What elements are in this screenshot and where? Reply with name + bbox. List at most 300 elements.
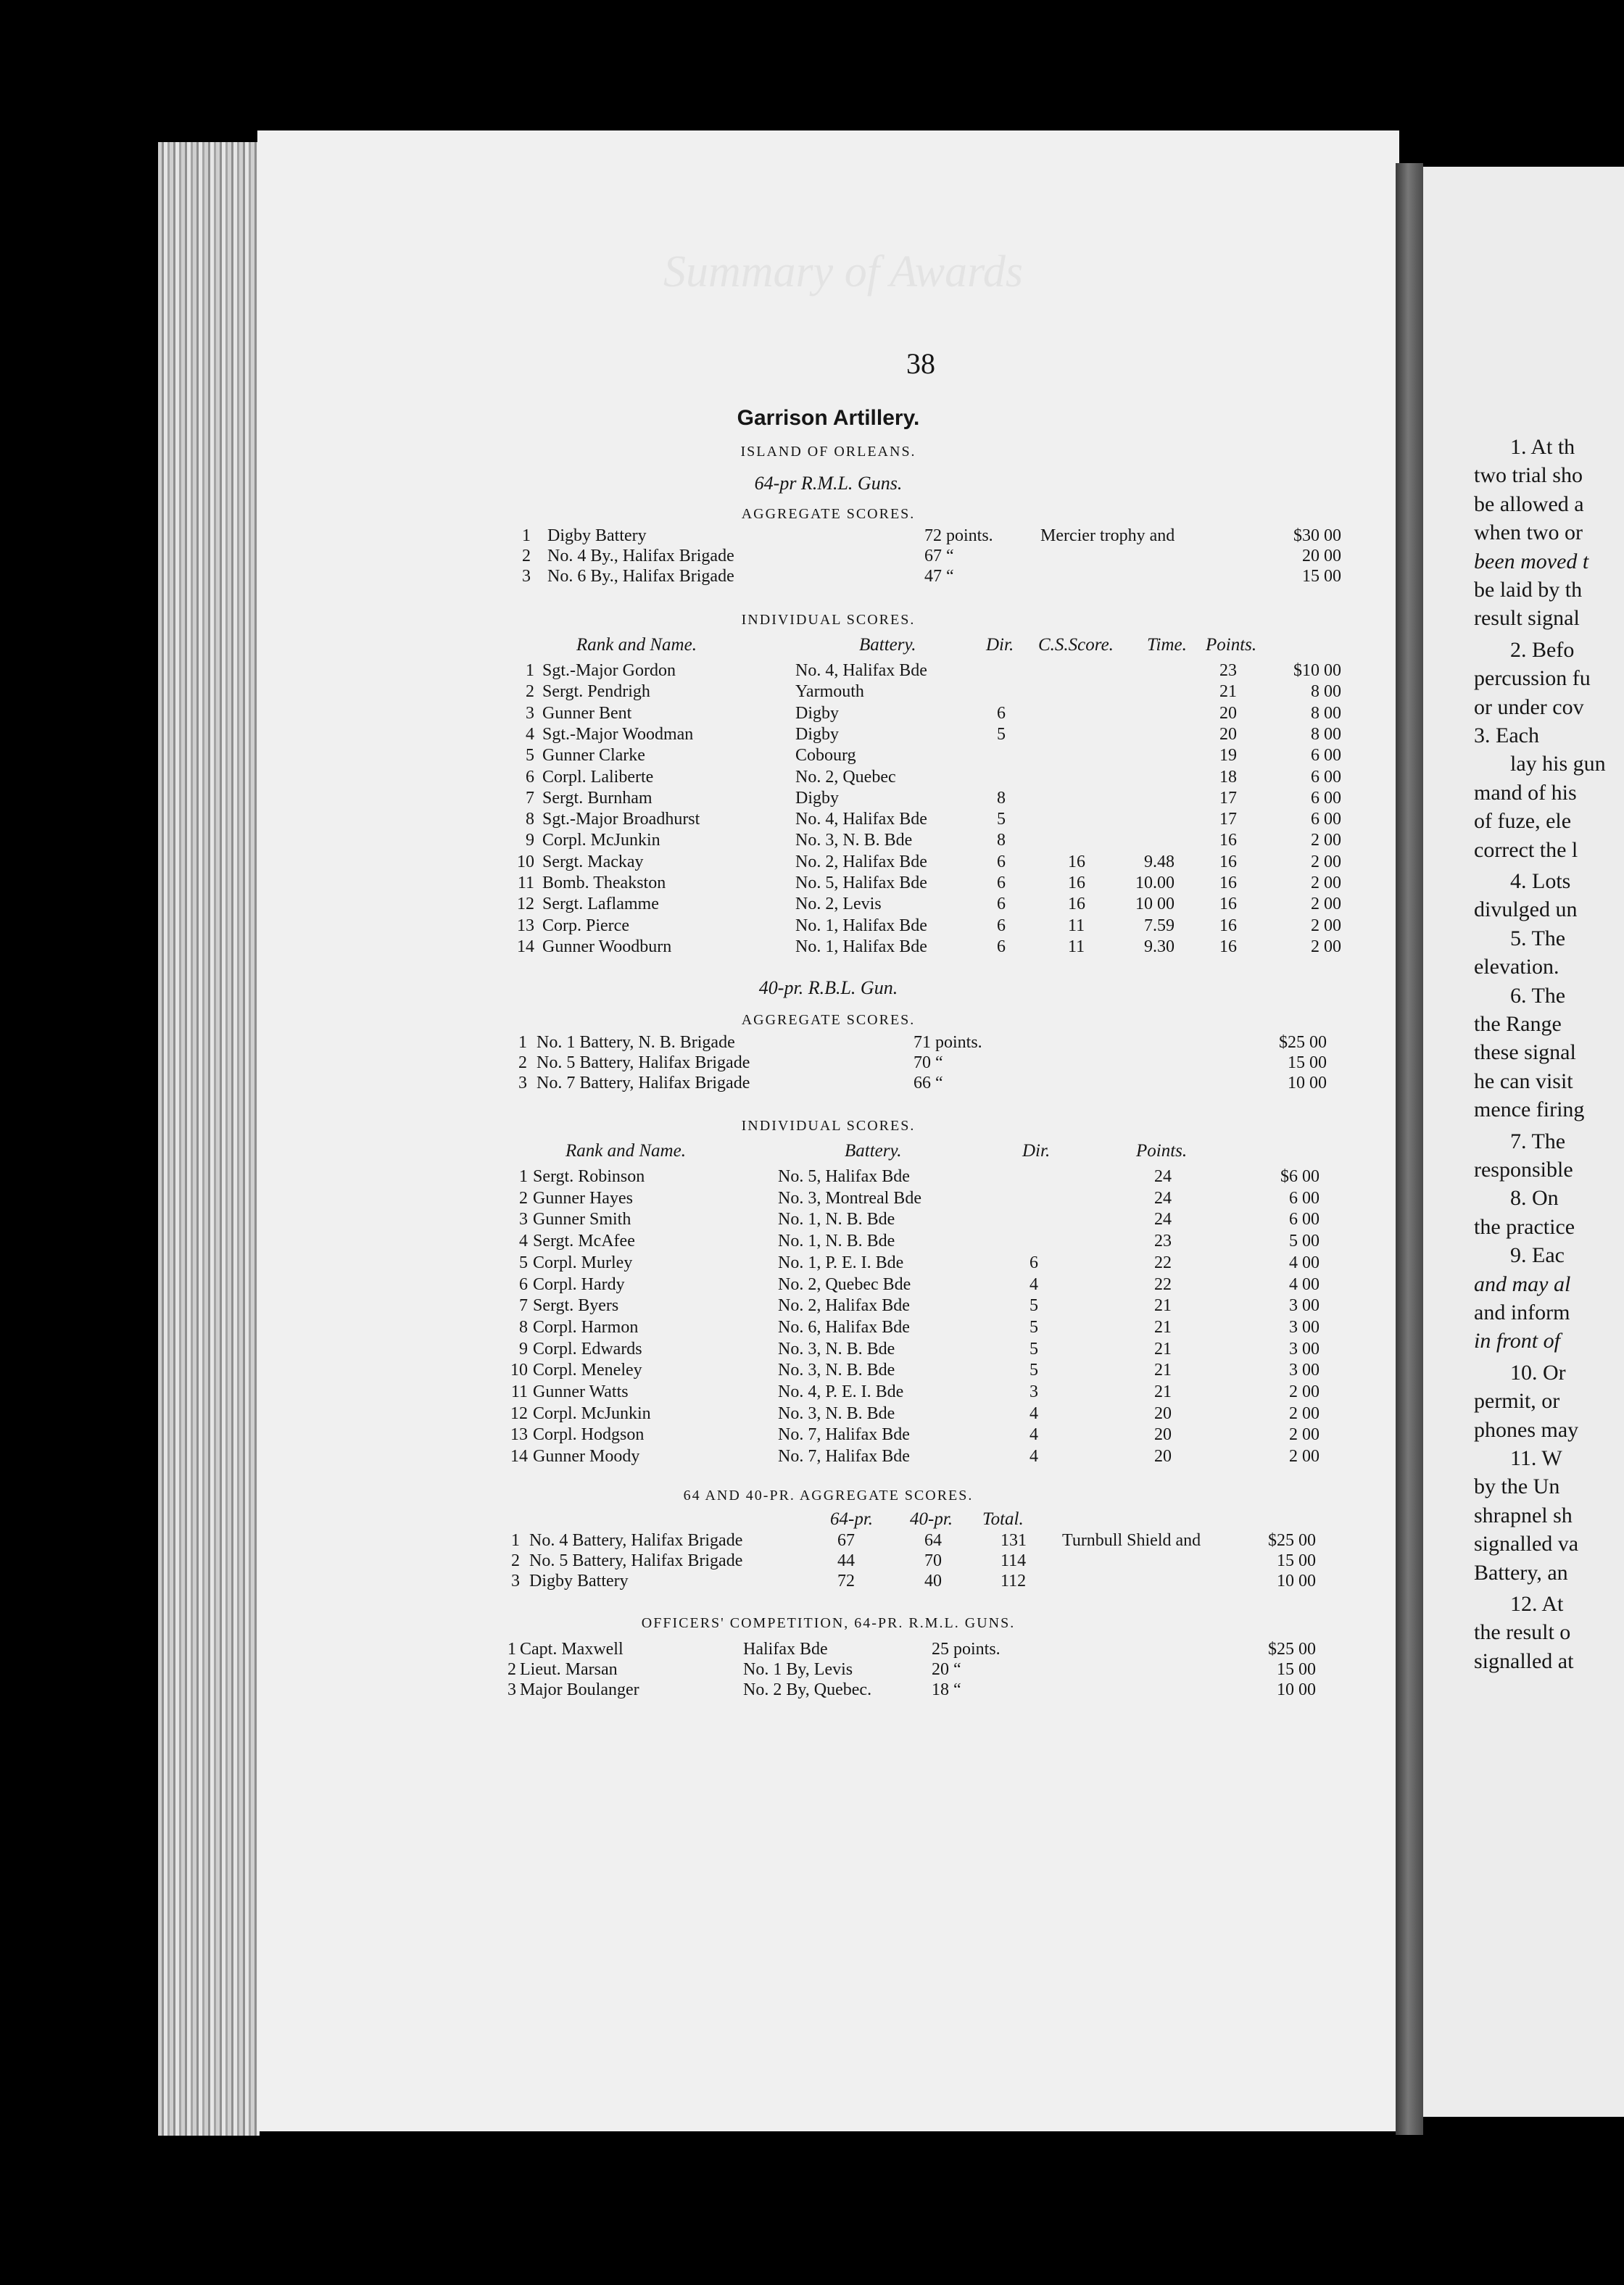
row-number: 6	[526, 767, 534, 787]
facing-page-line: responsible	[1474, 1158, 1573, 1182]
competitor-name: Gunner Smith	[533, 1210, 631, 1229]
score-total: 114	[1000, 1551, 1027, 1570]
competitor-name: Corpl. Laliberte	[542, 767, 654, 787]
competitor-name: Sergt. Byers	[533, 1296, 619, 1316]
prize-amount: 10 00	[1288, 1074, 1327, 1092]
competitor-name: Corpl. Harmon	[533, 1317, 639, 1337]
row-number: 3	[508, 1680, 516, 1699]
battery-name: No. 4 By., Halifax Brigade	[547, 547, 734, 565]
prize-amount: 6 00	[1311, 767, 1341, 787]
prize-amount: 2 00	[1311, 916, 1341, 935]
row-number: 3	[511, 1572, 520, 1591]
battery: No. 2 By, Quebec.	[743, 1680, 872, 1699]
facing-page-line: the result o	[1474, 1620, 1571, 1645]
row-number: 14	[510, 1447, 528, 1467]
row-number: 11	[517, 874, 534, 892]
prize-amount: 6 00	[1311, 788, 1341, 808]
facing-page-line: percussion fu	[1474, 666, 1591, 691]
prize-amount: 8 00	[1311, 682, 1341, 702]
battery: Digby	[795, 703, 839, 723]
dir-score: 6	[997, 852, 1006, 871]
row-number: 2	[511, 1551, 520, 1570]
aggregate-points: 71 points.	[914, 1033, 982, 1052]
prize-amount: 6 00	[1289, 1210, 1320, 1229]
battery: No. 3, N. B. Bde	[778, 1403, 895, 1423]
prize-amount: $25 00	[1268, 1640, 1316, 1659]
prize-amount: 4 00	[1289, 1253, 1320, 1272]
points: 18	[1219, 767, 1237, 787]
score-64: 67	[837, 1531, 855, 1550]
facing-page-line: 6. The	[1510, 983, 1566, 1008]
cs-score: 11	[1068, 916, 1085, 935]
cs-score: 16	[1068, 874, 1085, 892]
row-number: 7	[519, 1296, 528, 1316]
facing-page-line: permit, or	[1474, 1389, 1560, 1414]
facing-page-line: shrapnel sh	[1474, 1503, 1573, 1527]
prize-amount: 6 00	[1289, 1188, 1320, 1208]
row-number: 12	[510, 1403, 528, 1423]
row-number: 8	[526, 810, 534, 829]
competitor-name: Sergt. Robinson	[533, 1167, 645, 1186]
competitor-name: Sgt.-Major Gordon	[542, 661, 676, 680]
battery: No. 2, Halifax Bde	[778, 1296, 910, 1316]
competitor-name: Sgt.-Major Broadhurst	[542, 810, 700, 829]
prize-amount: $25 00	[1279, 1033, 1327, 1052]
competitor-name: Corp. Pierce	[542, 916, 629, 935]
officers-heading: OFFICERS' COMPETITION, 64-PR. R.M.L. GUNS.	[641, 1615, 1016, 1631]
prize-amount: 15 00	[1277, 1660, 1316, 1679]
points: 16	[1219, 874, 1237, 892]
col-rank-name: Rank and Name.	[576, 635, 697, 655]
aggregate-heading-40: AGGREGATE SCORES.	[741, 1012, 916, 1028]
row-number: 2	[508, 1660, 516, 1679]
facing-page-line: by the Un	[1474, 1475, 1560, 1499]
row-number: 1	[522, 526, 531, 545]
col-40pr: 40-pr.	[910, 1509, 953, 1529]
points: 16	[1219, 937, 1237, 956]
points: 21	[1154, 1382, 1172, 1401]
battery: No. 2, Halifax Bde	[795, 852, 927, 871]
dir-score: 5	[1030, 1339, 1038, 1359]
dir-score: 5	[997, 810, 1006, 829]
battery: No. 2, Quebec Bde	[778, 1274, 911, 1294]
competitor-name: Sergt. Mackay	[542, 852, 644, 871]
row-number: 2	[518, 1053, 527, 1072]
facing-page-line: 1. At th	[1510, 435, 1575, 459]
col-dir: Dir.	[1022, 1141, 1051, 1161]
battery: No. 4, Halifax Bde	[795, 661, 927, 680]
battery: Digby	[795, 788, 839, 808]
time: 10.00	[1135, 874, 1174, 892]
dir-score: 6	[997, 703, 1006, 723]
battery-name: Digby Battery	[547, 526, 647, 545]
battery: No. 4, Halifax Bde	[795, 810, 927, 829]
col-time: Time.	[1147, 635, 1187, 655]
dir-score: 4	[1030, 1274, 1038, 1294]
points: 20	[1219, 703, 1237, 723]
prize-amount: $25 00	[1268, 1531, 1316, 1550]
row-number: 3	[518, 1074, 527, 1092]
points: 23	[1219, 661, 1237, 680]
facing-page-line: 4. Lots	[1510, 869, 1571, 893]
cs-score: 16	[1068, 895, 1085, 914]
score-40: 64	[924, 1531, 942, 1550]
prize-amount: 6 00	[1311, 810, 1341, 829]
battery: No. 2, Quebec	[795, 767, 896, 787]
points: 21	[1154, 1296, 1172, 1316]
battery: No. 1, N. B. Bde	[778, 1232, 895, 1251]
trophy-label: Turnbull Shield and	[1062, 1531, 1201, 1550]
prize-amount: 3 00	[1289, 1317, 1320, 1337]
col-battery: Battery.	[859, 635, 916, 655]
row-number: 13	[517, 916, 534, 935]
facing-page-line: divulged un	[1474, 897, 1578, 922]
subtitle-location: ISLAND OF ORLEANS.	[740, 444, 916, 460]
battery: No. 3, N. B. Bde	[778, 1361, 895, 1380]
prize-amount: 6 00	[1311, 746, 1341, 766]
facing-page-line: of fuze, ele	[1474, 809, 1572, 834]
facing-page-line: lay his gun	[1510, 752, 1606, 776]
aggregate-points: 72 points.	[924, 526, 993, 545]
page-title: Garrison Artillery.	[737, 406, 920, 430]
facing-page-line: Battery, an	[1474, 1560, 1568, 1585]
col-cs-score: C.S.Score.	[1038, 635, 1114, 655]
battery: No. 5, Halifax Bde	[778, 1167, 910, 1186]
prize-amount: 5 00	[1289, 1232, 1320, 1251]
facing-page-line: 11. W	[1510, 1446, 1562, 1470]
aggregate-points: 66 “	[914, 1074, 943, 1092]
facing-page-line: correct the l	[1474, 837, 1578, 862]
points: 20	[1154, 1425, 1172, 1445]
competitor-name: Gunner Hayes	[533, 1188, 633, 1208]
facing-page-line: mence firing	[1474, 1098, 1585, 1122]
prize-amount: 8 00	[1311, 724, 1341, 744]
facing-page-line: and inform	[1474, 1301, 1570, 1324]
battery-name: No. 5 Battery, Halifax Brigade	[536, 1053, 750, 1072]
battery: No. 7, Halifax Bde	[778, 1447, 910, 1467]
officer-name: Lieut. Marsan	[520, 1660, 618, 1679]
prize-amount: 10 00	[1277, 1680, 1316, 1699]
book-spine	[1396, 163, 1423, 2135]
score-total: 112	[1000, 1572, 1027, 1591]
row-number: 4	[519, 1232, 528, 1251]
combined-heading: 64 AND 40-PR. AGGREGATE SCORES.	[683, 1488, 974, 1504]
points: 24	[1154, 1167, 1172, 1186]
prize-amount: 2 00	[1289, 1403, 1320, 1423]
row-number: 1	[508, 1640, 516, 1659]
battery: No. 1, Halifax Bde	[795, 937, 927, 956]
facing-page-line: the Range	[1474, 1012, 1562, 1036]
battery-name: Digby Battery	[529, 1572, 629, 1591]
points: 20	[1154, 1403, 1172, 1423]
competitor-name: Sergt. Burnham	[542, 788, 652, 808]
competitor-name: Gunner Moody	[533, 1447, 640, 1467]
prize-amount: 15 00	[1277, 1551, 1316, 1570]
facing-page-line: 7. The	[1510, 1129, 1566, 1153]
prize-amount: 3 00	[1289, 1339, 1320, 1359]
col-points: Points.	[1136, 1141, 1188, 1161]
col-dir: Dir.	[986, 635, 1014, 655]
book-page	[257, 130, 1399, 2131]
prize-amount: 2 00	[1311, 852, 1341, 871]
cs-score: 16	[1068, 852, 1085, 871]
aggregate-points: 25 points.	[932, 1640, 1000, 1659]
facing-page-line: signalled va	[1474, 1532, 1579, 1556]
row-number: 11	[510, 1382, 528, 1401]
points: 22	[1154, 1274, 1172, 1294]
prize-amount: 15 00	[1302, 567, 1341, 586]
battery-name: No. 7 Battery, Halifax Brigade	[536, 1074, 750, 1092]
facing-page-line: 8. On	[1510, 1186, 1559, 1211]
time: 7.59	[1144, 916, 1174, 935]
row-number: 5	[519, 1253, 528, 1272]
gun-heading-64: 64-pr R.M.L. Guns.	[754, 473, 903, 494]
row-number: 13	[510, 1425, 528, 1445]
competitor-name: Corpl. Edwards	[533, 1339, 642, 1359]
competitor-name: Bomb. Theakston	[542, 874, 666, 892]
bleed-through-text: Summary of Awards	[663, 247, 1024, 296]
prize-amount: 20 00	[1302, 547, 1341, 565]
score-64: 44	[837, 1551, 855, 1570]
score-40: 40	[924, 1572, 942, 1591]
row-number: 1	[518, 1033, 527, 1052]
prize-amount: 3 00	[1289, 1361, 1320, 1380]
competitor-name: Gunner Watts	[533, 1382, 629, 1401]
row-number: 1	[519, 1167, 528, 1186]
facing-page-line: 3. Each	[1474, 723, 1539, 747]
battery-name: No. 5 Battery, Halifax Brigade	[529, 1551, 743, 1570]
dir-score: 5	[1030, 1296, 1038, 1316]
points: 19	[1219, 746, 1237, 766]
prize-amount: 2 00	[1311, 831, 1341, 850]
gun-heading-40: 40-pr. R.B.L. Gun.	[758, 977, 898, 998]
competitor-name: Corpl. McJunkin	[542, 831, 660, 850]
prize-amount: 4 00	[1289, 1274, 1320, 1294]
row-number: 10	[510, 1361, 528, 1380]
battery: No. 4, P. E. I. Bde	[778, 1382, 904, 1401]
aggregate-points: 18 “	[932, 1680, 961, 1699]
row-number: 9	[519, 1339, 528, 1359]
facing-page-line: these signal	[1474, 1040, 1576, 1065]
time: 10 00	[1135, 895, 1174, 914]
competitor-name: Corpl. McJunkin	[533, 1403, 651, 1423]
facing-page-line: and may al	[1474, 1272, 1571, 1296]
facing-page-line: he can visit	[1474, 1069, 1573, 1093]
aggregate-points: 70 “	[914, 1053, 943, 1072]
prize-amount: 15 00	[1288, 1053, 1327, 1072]
battery: No. 6, Halifax Bde	[778, 1317, 910, 1337]
row-number: 1	[511, 1531, 520, 1550]
row-number: 2	[522, 547, 531, 565]
prize-amount: 2 00	[1289, 1425, 1320, 1445]
col-points: Points.	[1206, 635, 1257, 655]
facing-page-line: phones may	[1474, 1417, 1579, 1442]
facing-page-line: be laid by th	[1474, 578, 1583, 602]
dir-score: 8	[997, 831, 1006, 850]
time: 9.30	[1144, 937, 1174, 956]
dir-score: 8	[997, 788, 1006, 808]
points: 21	[1154, 1361, 1172, 1380]
row-number: 3	[526, 703, 534, 723]
facing-page-line: 12. At	[1510, 1592, 1564, 1616]
points: 23	[1154, 1232, 1172, 1251]
battery: No. 3, N. B. Bde	[778, 1339, 895, 1359]
dir-score: 5	[1030, 1361, 1038, 1380]
battery-name: No. 1 Battery, N. B. Brigade	[536, 1033, 735, 1052]
prize-amount: $30 00	[1293, 526, 1341, 545]
battery: No. 3, N. B. Bde	[795, 831, 913, 850]
competitor-name: Corpl. Hardy	[533, 1274, 625, 1294]
battery: No. 1 By, Levis	[743, 1660, 853, 1679]
battery: No. 7, Halifax Bde	[778, 1425, 910, 1445]
prize-amount: $6 00	[1280, 1167, 1320, 1186]
points: 24	[1154, 1188, 1172, 1208]
officer-name: Capt. Maxwell	[520, 1640, 624, 1659]
competitor-name: Sergt. Pendrigh	[542, 682, 650, 702]
battery: No. 1, P. E. I. Bde	[778, 1253, 904, 1272]
competitor-name: Gunner Woodburn	[542, 937, 672, 956]
battery: No. 5, Halifax Bde	[795, 874, 927, 892]
row-number: 9	[526, 831, 534, 850]
battery: No. 2, Levis	[795, 895, 882, 914]
battery-name: No. 4 Battery, Halifax Brigade	[529, 1531, 743, 1550]
row-number: 2	[526, 682, 534, 702]
row-number: 14	[517, 937, 534, 956]
page-number: 38	[906, 347, 935, 380]
facing-page-line: signalled at	[1474, 1649, 1574, 1673]
row-number: 10	[517, 852, 534, 871]
col-battery: Battery.	[845, 1141, 902, 1161]
points: 21	[1219, 682, 1237, 702]
dir-score: 6	[997, 895, 1006, 914]
facing-page-line: 5. The	[1510, 926, 1566, 950]
battery: Digby	[795, 724, 839, 744]
row-number: 2	[519, 1188, 528, 1208]
points: 16	[1219, 916, 1237, 935]
points: 17	[1219, 810, 1237, 829]
battery: Halifax Bde	[743, 1640, 828, 1659]
dir-score: 5	[997, 724, 1006, 744]
competitor-name: Sgt.-Major Woodman	[542, 724, 694, 744]
page-edges	[158, 142, 260, 2136]
aggregate-points: 67 “	[924, 547, 954, 565]
row-number: 7	[526, 788, 534, 808]
facing-page-line: or under cov	[1474, 694, 1584, 719]
row-number: 4	[526, 724, 534, 744]
facing-page-line: two trial sho	[1474, 463, 1583, 488]
competitor-name: Corpl. Murley	[533, 1253, 633, 1272]
prize-amount: 10 00	[1277, 1572, 1316, 1591]
score-64: 72	[837, 1572, 855, 1591]
dir-score: 4	[1030, 1425, 1038, 1445]
competitor-name: Gunner Clarke	[542, 746, 645, 766]
battery: No. 3, Montreal Bde	[778, 1188, 921, 1208]
prize-amount: 2 00	[1311, 895, 1341, 914]
aggregate-points: 20 “	[932, 1660, 961, 1679]
points: 16	[1219, 831, 1237, 850]
points: 20	[1219, 724, 1237, 744]
cs-score: 11	[1068, 937, 1085, 956]
dir-score: 6	[997, 937, 1006, 956]
competitor-name: Gunner Bent	[542, 703, 632, 723]
dir-score: 6	[997, 916, 1006, 935]
col-rank-name: Rank and Name.	[566, 1141, 686, 1161]
dir-score: 5	[1030, 1317, 1038, 1337]
prize-amount: 2 00	[1311, 874, 1341, 892]
row-number: 8	[519, 1317, 528, 1337]
points: 21	[1154, 1339, 1172, 1359]
facing-page-line: mand of his	[1474, 780, 1577, 805]
battery: Cobourg	[795, 746, 856, 766]
points: 17	[1219, 788, 1237, 808]
prize-amount: 2 00	[1289, 1447, 1320, 1467]
competitor-name: Sergt. McAfee	[533, 1232, 635, 1251]
prize-amount: 8 00	[1311, 703, 1341, 723]
individual-heading-40: INDIVIDUAL SCORES.	[741, 1118, 916, 1134]
facing-page-line: the practice	[1474, 1214, 1575, 1239]
facing-page	[1423, 167, 1624, 2117]
row-number: 6	[519, 1274, 528, 1294]
score-40: 70	[924, 1551, 942, 1570]
row-number: 5	[526, 746, 534, 766]
points: 24	[1154, 1210, 1172, 1229]
facing-page-line: 9. Eac	[1510, 1243, 1565, 1268]
row-number: 1	[526, 661, 534, 680]
battery: No. 1, Halifax Bde	[795, 916, 927, 935]
prize-amount: 2 00	[1289, 1382, 1320, 1401]
battery: No. 1, N. B. Bde	[778, 1210, 895, 1229]
officer-name: Major Boulanger	[520, 1680, 639, 1699]
aggregate-points: 47 “	[924, 567, 954, 586]
aggregate-heading-64: AGGREGATE SCORES.	[741, 506, 916, 522]
battery: Yarmouth	[795, 682, 864, 702]
col-64pr: 64-pr.	[830, 1509, 874, 1529]
points: 16	[1219, 895, 1237, 914]
prize-amount: 3 00	[1289, 1296, 1320, 1316]
points: 16	[1219, 852, 1237, 871]
facing-page-line: be allowed a	[1474, 492, 1584, 516]
prize-amount: $10 00	[1293, 661, 1341, 680]
dir-score: 4	[1030, 1403, 1038, 1423]
dir-score: 3	[1030, 1382, 1038, 1401]
row-number: 12	[517, 895, 534, 914]
competitor-name: Sergt. Laflamme	[542, 895, 659, 914]
battery-name: No. 6 By., Halifax Brigade	[547, 567, 734, 586]
dir-score: 6	[1030, 1253, 1038, 1272]
facing-page-line: elevation.	[1474, 955, 1559, 979]
facing-page-line: 2. Befo	[1510, 637, 1575, 662]
facing-page-line: result signal	[1474, 606, 1580, 631]
points: 21	[1154, 1317, 1172, 1337]
col-total: Total.	[982, 1509, 1024, 1529]
competitor-name: Corpl. Hodgson	[533, 1425, 645, 1445]
facing-page-line: been moved t	[1474, 549, 1589, 573]
dir-score: 6	[997, 874, 1006, 892]
facing-page-line: in front of	[1474, 1329, 1560, 1353]
dir-score: 4	[1030, 1447, 1038, 1467]
individual-heading-64: INDIVIDUAL SCORES.	[741, 612, 916, 628]
score-total: 131	[1000, 1531, 1027, 1550]
points: 22	[1154, 1253, 1172, 1272]
points: 20	[1154, 1447, 1172, 1467]
prize-amount: 2 00	[1311, 937, 1341, 956]
trophy-label: Mercier trophy and	[1040, 526, 1175, 545]
facing-page-line: 10. Or	[1510, 1360, 1566, 1385]
time: 9.48	[1144, 852, 1174, 871]
facing-page-line: when two or	[1474, 521, 1583, 545]
row-number: 3	[522, 567, 531, 586]
competitor-name: Corpl. Meneley	[533, 1361, 642, 1380]
